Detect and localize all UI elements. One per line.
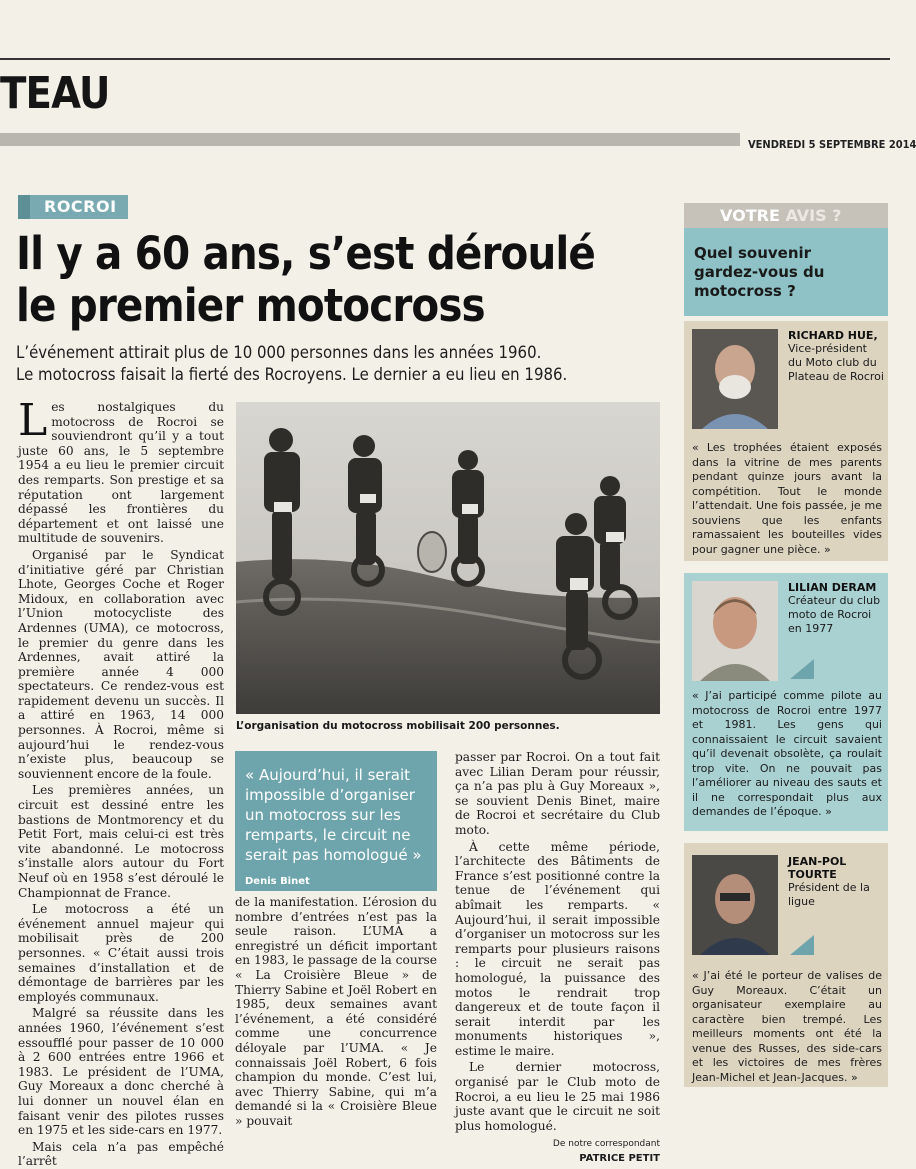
person-icon — [692, 855, 778, 955]
article-standfirst — [16, 342, 676, 386]
person-quote: « Les trophées étaient exposés dans la vitrine de mes parents pendant quinze jours avant la compétition. Tout le monde l’attendait. Une fois passée, je me souviens que les enfants ramassaient les bouteilles vides pour gagner une pièce. » — [692, 441, 882, 556]
portrait-photo — [692, 581, 778, 681]
person-info — [788, 329, 884, 384]
sidebar-question: Quel souvenir gardez-vous du motocross ? — [684, 228, 888, 316]
person-info — [788, 855, 884, 909]
article-kicker: ROCROI — [18, 195, 128, 219]
pull-quote-box — [235, 751, 437, 891]
issue-date: VENDREDI 5 SEPTEMBRE 2014 — [748, 138, 916, 151]
person-role: Créateur du club moto de Rocroi en 1977 — [788, 594, 881, 635]
article-column-3 — [455, 750, 660, 1165]
paragraph: Les premières années, un circuit est dessiné entre les bastions de Montmorency et du Petit Fort, mais celui-ci est très vite abandonné. Le motocross s’installe alors autour du Fort Neuf où en 1958 s’est déroulé le Championnat de France. — [18, 783, 224, 900]
person-quote: « J’ai participé comme pilote au motocross de Rocroi entre 1977 et 1981. Les gens qui connaissaient le circuit savaient qu’il devenait obsolète, ça roulait trop vite. On ne pouvait pas l’améliorer au niveau des sauts et il ne correspondait plus aux demandes de l’époque. » — [692, 689, 882, 818]
paragraph-text: es nostalgiques du motocross de Rocroi se souviendront qu’il y a tout juste 60 ans, le 5 septembre 1954 a eu lieu le premier circuit des remparts. Son prestige et sa réputation ont largement dépassé les frontières du département et ont laissé une multitude de souvenirs. — [18, 400, 224, 546]
headline-line-2: le premier motocross — [16, 279, 485, 332]
article-column-2 — [235, 895, 437, 1128]
sidebar-header-avis: AVIS ? — [785, 206, 842, 225]
paragraph: Organisé par le Syndicat d’initiative géré par Christian Lhote, Georges Coche et Roger Midoux, en collaboration avec l’Union motocycliste des Ardennes (UMA), ce motocross, le premier du genre dans les Ardennes, avait attiré la première année 4 000 spectateurs. Ce rendez-vous est rapidement devenu un succès. Il a attiré en 1963, 14 000 personnes. À Rocroi, même si aujourd’hui le rendez-vous n’existe plus, beaucoup se souviennent encore de la foule. — [18, 547, 224, 781]
opinion-card — [684, 321, 888, 561]
paragraph: À cette même période, l’architecte des Bâtiments de France s’est positionné contre la tenue de l’événement qui abîmait les remparts. « Aujourd’hui, il serait impossible d’organiser un motocross sur les remparts pour plusieurs raisons : le circuit ne serait pas homologué, la puissance des motos le rendrait trop dangereux et de toute façon il serait interdit par les monuments historiques », estime le maire. — [455, 839, 660, 1058]
standfirst-line-2: Le motocross faisait la fierté des Rocroyens. Le dernier a eu lieu en 1986. — [16, 365, 568, 385]
person-name: JEAN-POL TOURTE — [788, 855, 847, 881]
sidebar-header-votre: VOTRE — [720, 206, 780, 225]
paragraph: Mais cela n’a pas empêché l’arrêt — [18, 1139, 224, 1169]
article-headline — [16, 228, 676, 332]
author-byline: PATRICE PETIT — [579, 1153, 660, 1165]
photo-caption: L’organisation du motocross mobilisait 200 personnes. — [236, 720, 560, 732]
opinion-sidebar — [684, 203, 888, 1093]
paragraph — [18, 395, 224, 546]
motocross-photo — [236, 402, 660, 714]
portrait-photo — [692, 329, 778, 429]
pull-quote-author: Denis Binet — [245, 876, 310, 887]
opinion-card — [684, 843, 888, 1087]
person-info — [788, 581, 884, 636]
opinion-card — [684, 573, 888, 831]
motocross-riders-image — [236, 402, 660, 714]
portrait-photo — [692, 855, 778, 955]
drop-cap: L — [18, 395, 48, 446]
top-rule — [0, 58, 890, 60]
sidebar-header — [684, 203, 888, 228]
triangle-marker — [790, 935, 814, 955]
article-column-1 — [18, 395, 224, 1169]
paragraph: de la manifestation. L’érosion du nombre d’entrées n’est pas la seule raison. L’UMA a enregistré un déficit important en 1983, le passage de la course « La Croisière Bleue » de Thierry Sabine et Joël Robert en 1985, deux semaines avant l’événement, a été considéré comme une concurrence déloyale par l’UMA. « Je connaissais Joël Robert, 6 fois champion du monde. C’est lui, avec Thierry Sabine, qui m’a demandé si la « Croisière Bleue » pouvait — [235, 895, 437, 1128]
person-name: LILIAN DERAM — [788, 581, 877, 594]
person-name: RICHARD HUE, — [788, 329, 878, 342]
header-bar — [0, 133, 740, 146]
paragraph: passer par Rocroi. On a tout fait avec Lilian Deram pour réussir, ça n’a pas plu à Guy Moreaux », se souvient Denis Binet, maire de Rocroi et secrétaire du Club moto. — [455, 750, 660, 837]
pull-quote-text: « Aujourd’hui, il serait impossible d’organiser un motocross sur les remparts, le circuit ne serait pas homologué » — [245, 766, 422, 864]
section-title: TEAU — [0, 68, 110, 119]
person-quote: « J’ai été le porteur de valises de Guy Moreaux. C’était un organisateur exemplaire au caractère bien trempé. Les meilleurs moments ont été la venue des Russes, des side-cars et les victoires de mes frères Jean-Michel et Jean-Jacques. » — [692, 969, 882, 1084]
paragraph: Le dernier motocross, organisé par le Club moto de Rocroi, a eu lieu le 25 mai 1986 juste avant que le circuit ne soit plus homologué. — [455, 1060, 660, 1133]
person-role: Président de la ligue — [788, 881, 870, 908]
paragraph: Malgré sa réussite dans les années 1960, l’événement s’est essoufflé pour passer de 10 000 à 2 600 entrées entre 1966 et 1983. Le président de l’UMA, Guy Moreaux a donc cherché à lui donner un nouvel élan en faisant venir des pilotes russes en 1975 et les side-cars en 1977. — [18, 1006, 224, 1138]
standfirst-line-1: L’événement attirait plus de 10 000 personnes dans les années 1960. — [16, 343, 542, 363]
headline-line-1: Il y a 60 ans, s’est déroulé — [16, 227, 595, 280]
person-icon — [692, 581, 778, 681]
person-icon — [692, 329, 778, 429]
paragraph: Le motocross a été un événement annuel majeur qui mobilisait près de 200 personnes. « C’était aussi trois semaines d’installation et de démontage de barrières par les employés communaux. — [18, 902, 224, 1004]
person-role: Vice-président du Moto club du Plateau de Rocroi — [788, 342, 884, 383]
correspondent-label: De notre correspondant — [552, 1139, 660, 1150]
triangle-marker — [790, 659, 814, 679]
